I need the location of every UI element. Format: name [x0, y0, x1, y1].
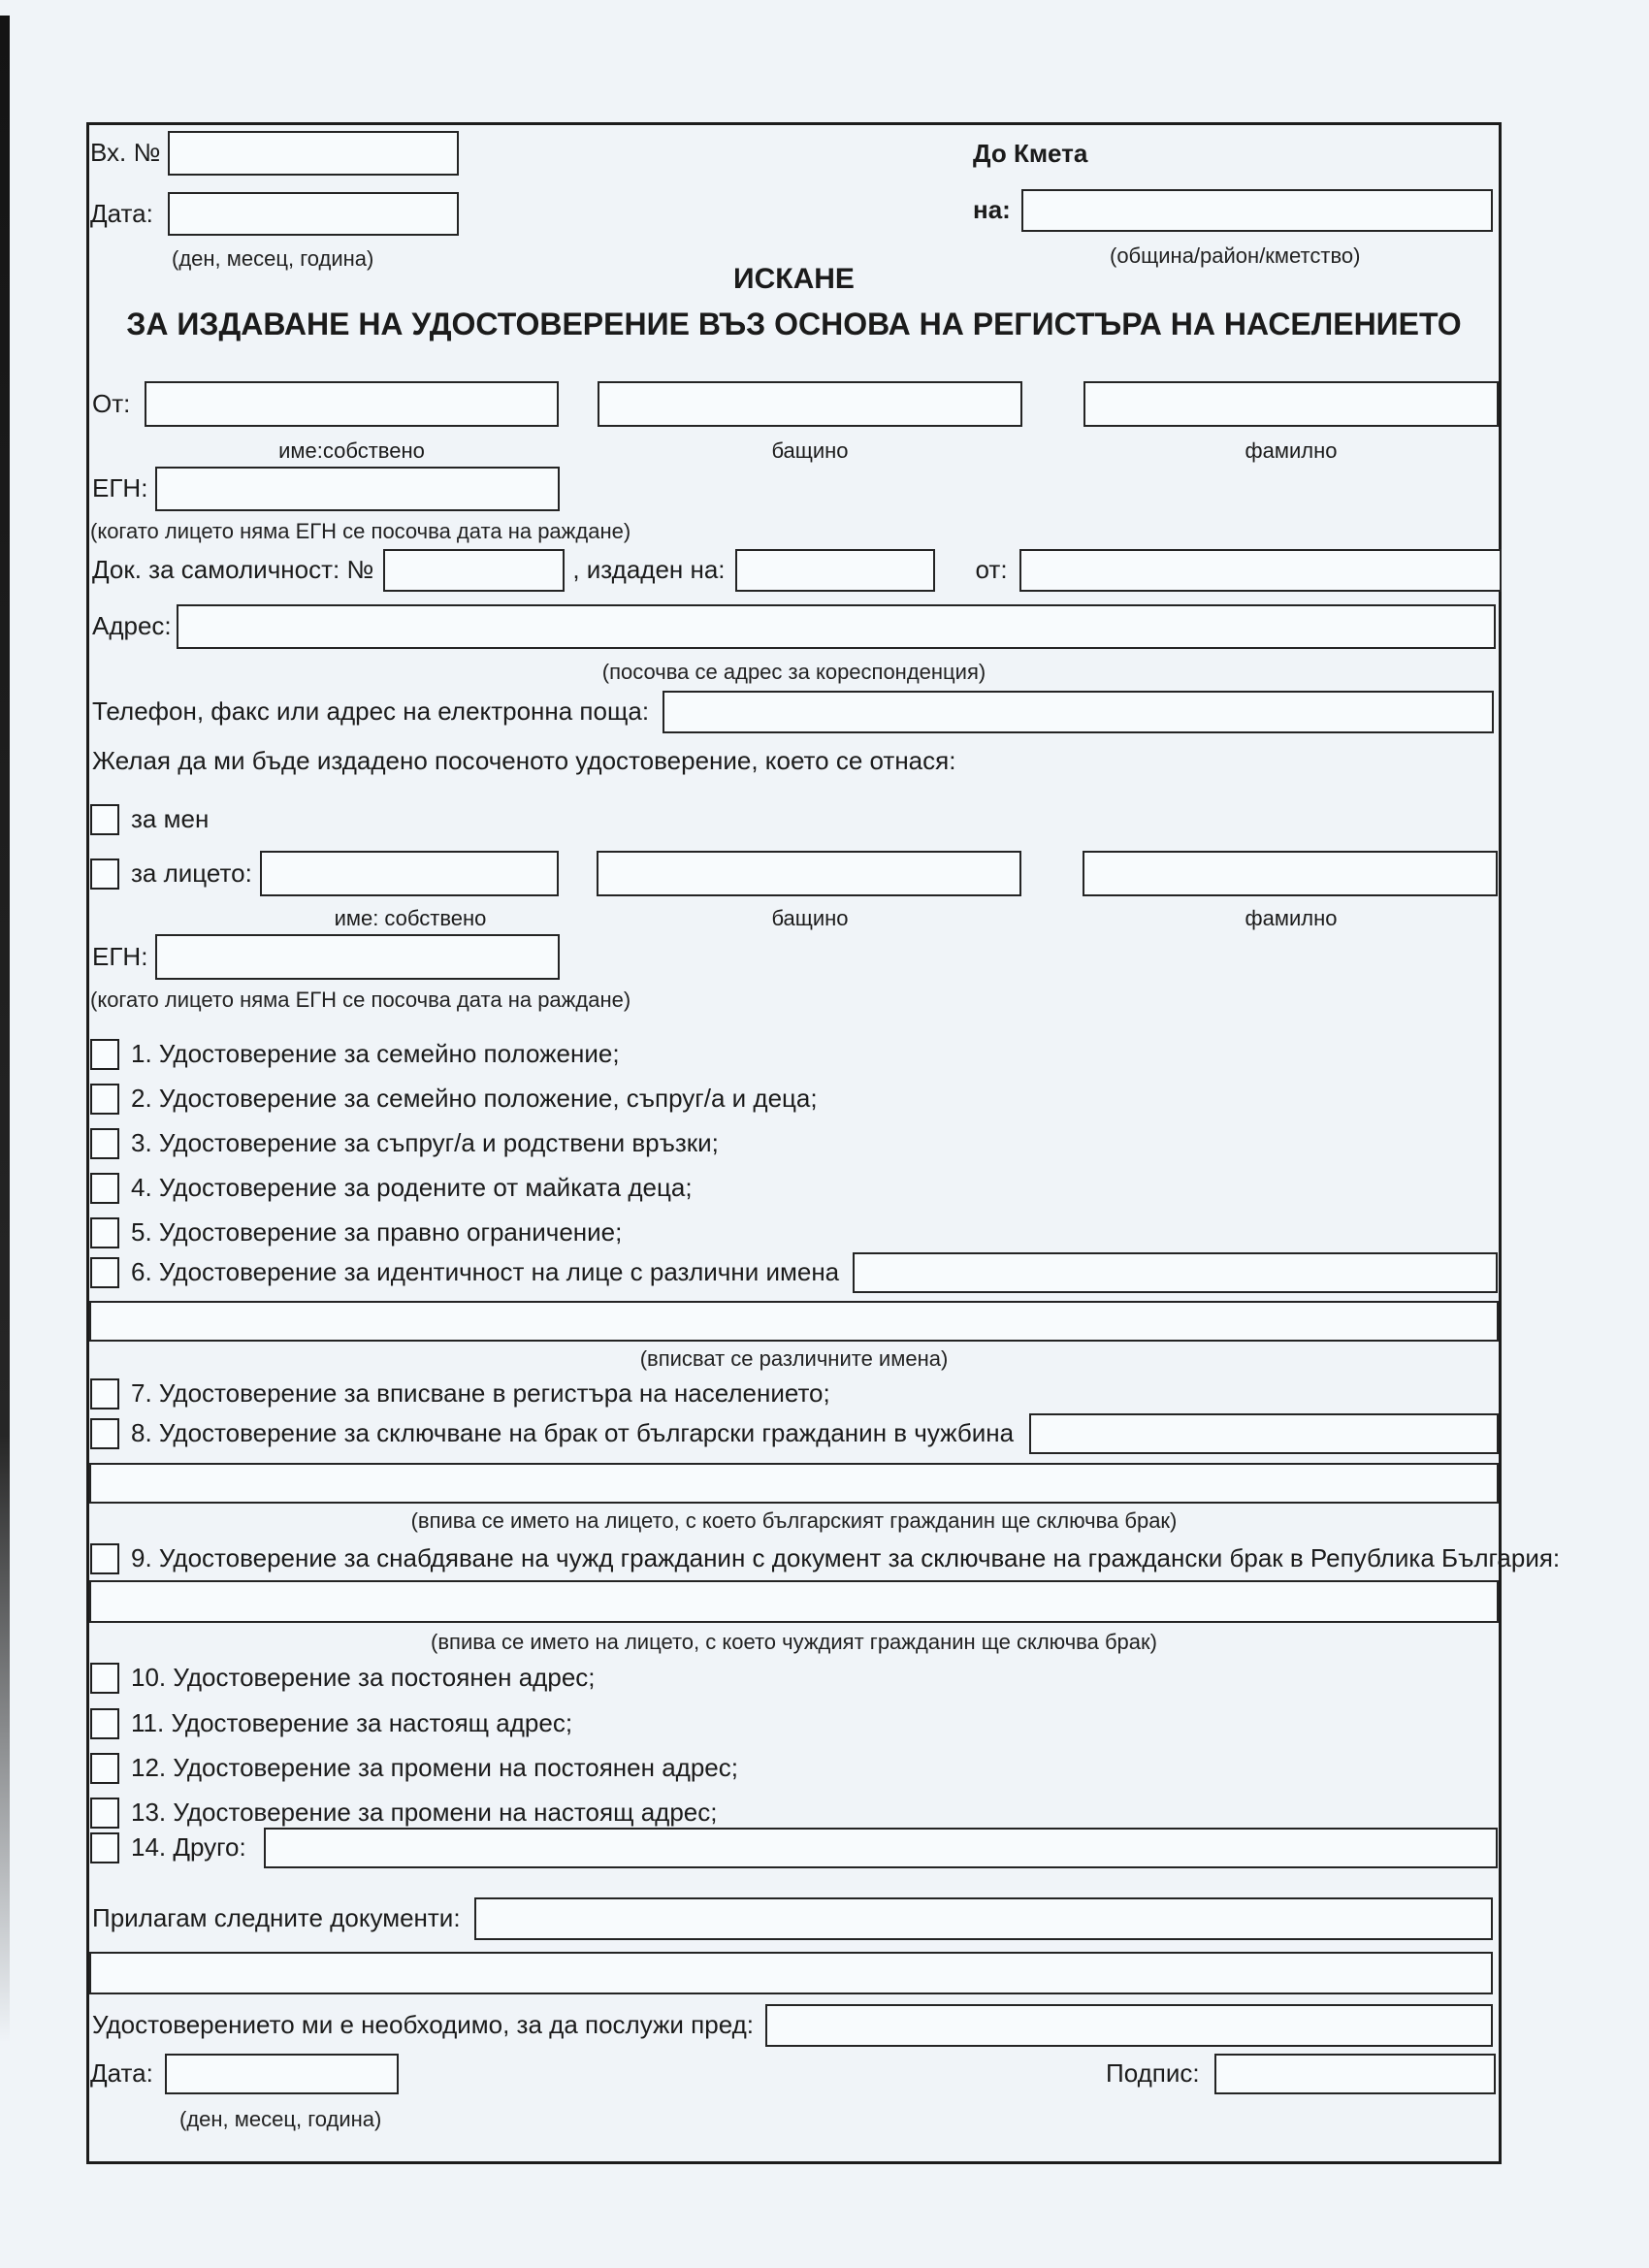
checkbox-cert-8[interactable] [90, 1418, 119, 1449]
entry-number-input[interactable] [168, 131, 459, 176]
address-row [92, 604, 1496, 649]
id-doc-issued-on-label: , издаден на: [572, 554, 726, 584]
entry-date-input[interactable] [168, 192, 459, 236]
attachments-extra-row [89, 1952, 1493, 1994]
id-doc-issue-date-input[interactable] [735, 549, 935, 592]
person-first-name-input[interactable] [260, 851, 559, 896]
addressee-label: До Кмета [973, 139, 1088, 169]
request-intro-row [92, 747, 955, 776]
attachments-row [92, 1897, 1493, 1940]
for-me-row [90, 803, 209, 836]
id-doc-issuer-input[interactable] [1019, 549, 1502, 592]
addressee-of-label: на: [973, 195, 1011, 225]
cert-label-8: 8. Удостоверение за сключване на брак от български гражданин в чужбина [131, 1418, 1015, 1448]
checkbox-cert-5[interactable] [90, 1217, 119, 1248]
cert-label-4: 4. Удостоверение за родените от майката деца; [131, 1173, 693, 1203]
address-label: Адрес: [92, 611, 172, 641]
municipality-row [973, 189, 1493, 232]
form-subtitle: ЗА ИЗДАВАНЕ НА УДОСТОВЕРЕНИЕ ВЪЗ ОСНОВА НА РЕГИСТЪРА НА НАСЕЛЕНИЕТО [126, 307, 1462, 341]
checkbox-cert-14[interactable] [90, 1832, 119, 1863]
cert-label-3: 3. Удостоверение за съпруг/а и родствени връзки; [131, 1128, 719, 1158]
different-names-input[interactable] [89, 1301, 1499, 1342]
cert-label-7: 7. Удостоверение за вписване в регистъра на населението; [131, 1378, 830, 1409]
cert-8-spouse-input[interactable] [1029, 1413, 1499, 1454]
certificate-row-5 [90, 1216, 622, 1249]
foreign-marriage-row [89, 1580, 1499, 1623]
entry-date-row [90, 192, 459, 236]
certificate-row-6 [90, 1252, 1498, 1293]
request-intro: Желая да ми бъде издадено посоченото удостоверение, което се отнася: [92, 746, 956, 776]
contact-row [92, 690, 1494, 733]
certificate-row-11 [90, 1707, 572, 1740]
cert-label-14: 14. Друго: [131, 1832, 246, 1863]
purpose-input[interactable] [765, 2004, 1493, 2047]
signature-date-input[interactable] [165, 2054, 399, 2094]
applicant-egn-row [92, 467, 560, 511]
entry-date-hint: (ден, месец, година) [172, 246, 374, 271]
cert-6-names-input[interactable] [853, 1252, 1498, 1293]
certificate-row-7 [90, 1377, 830, 1410]
purpose-row [92, 2004, 1493, 2047]
entry-number-label: Вх. № [90, 138, 161, 168]
applicant-middle-name-caption: бащино [771, 438, 849, 463]
id-doc-label: Док. за самоличност: № [92, 554, 374, 584]
person-first-name-caption: име: собствено [334, 906, 487, 930]
checkbox-cert-13[interactable] [90, 1798, 119, 1829]
from-label: От: [92, 388, 131, 418]
bulgarian-marriage-row [89, 1463, 1499, 1504]
cert-label-13: 13. Удостоверение за промени на настоящ адрес; [131, 1798, 718, 1828]
bulgarian-marriage-hint: (впива се името на лицето, с което българският гражданин ще сключва брак) [410, 1508, 1178, 1533]
bulgarian-marriage-name-input[interactable] [89, 1463, 1499, 1504]
checkbox-cert-7[interactable] [90, 1378, 119, 1409]
entry-number-row [90, 131, 459, 176]
cert-label-9: 9. Удостоверение за снабдяване на чужд гражданин с документ за сключване на граждански брак в Република България: [131, 1543, 1561, 1573]
municipality-hint: (община/район/кметство) [1110, 243, 1361, 268]
cert-label-6: 6. Удостоверение за идентичност на лице с различни имена [131, 1257, 840, 1287]
scan-edge-artifact [0, 16, 10, 2043]
for-person-label: за лицето: [131, 858, 252, 888]
foreign-marriage-name-input[interactable] [89, 1580, 1499, 1623]
applicant-egn-hint: (когато лицето няма ЕГН се посочва дата на раждане) [90, 519, 631, 543]
certificate-row-13 [90, 1797, 717, 1830]
cert-label-1: 1. Удостоверение за семейно положение; [131, 1039, 620, 1069]
cert-label-5: 5. Удостоверение за правно ограничение; [131, 1217, 623, 1247]
certificate-row-12 [90, 1752, 738, 1785]
checkbox-for-me[interactable] [90, 804, 119, 835]
addressee-row [973, 140, 1087, 169]
municipality-input[interactable] [1021, 189, 1493, 232]
person-middle-name-caption: бащино [771, 906, 849, 930]
checkbox-cert-12[interactable] [90, 1753, 119, 1784]
form-title: ИСКАНЕ [733, 263, 855, 295]
applicant-egn-label: ЕГН: [92, 473, 148, 503]
certificate-row-2 [90, 1083, 818, 1116]
address-hint: (посочва се адрес за кореспонденция) [601, 660, 986, 684]
checkbox-cert-11[interactable] [90, 1708, 119, 1739]
applicant-name-row [92, 381, 1499, 427]
person-middle-name-input[interactable] [597, 851, 1021, 896]
id-doc-number-input[interactable] [383, 549, 565, 592]
applicant-last-name-caption: фамилно [1245, 438, 1338, 463]
signature-row [1106, 2053, 1496, 2095]
attachments-input[interactable] [474, 1897, 1493, 1940]
applicant-last-name-input[interactable] [1083, 381, 1499, 427]
checkbox-cert-3[interactable] [90, 1128, 119, 1159]
checkbox-cert-2[interactable] [90, 1084, 119, 1115]
person-last-name-input[interactable] [1083, 851, 1498, 896]
cert-label-10: 10. Удостоверение за постоянен адрес; [131, 1663, 596, 1693]
for-me-label: за мен [131, 804, 210, 834]
attachments-extra-input[interactable] [89, 1952, 1493, 1994]
applicant-first-name-caption: име:собствено [278, 438, 425, 463]
person-egn-label: ЕГН: [92, 941, 148, 971]
person-egn-row [92, 934, 560, 980]
attachments-label: Прилагам следните документи: [92, 1903, 461, 1933]
certificate-row-8 [90, 1413, 1499, 1454]
id-doc-issued-by-label: от: [975, 554, 1008, 584]
certificate-row-4 [90, 1172, 693, 1205]
cert-label-11: 11. Удостоверение за настоящ адрес; [131, 1708, 573, 1738]
different-names-hint: (вписват се различните имена) [639, 1346, 949, 1371]
contact-input[interactable] [663, 691, 1494, 733]
person-last-name-caption: фамилно [1245, 906, 1338, 930]
id-document-row [92, 548, 1502, 592]
certificate-row-1 [90, 1038, 620, 1071]
applicant-middle-name-input[interactable] [598, 381, 1022, 427]
certificate-row-10 [90, 1662, 596, 1695]
cert-label-2: 2. Удостоверение за семейно положение, съпруг/а и деца; [131, 1084, 818, 1114]
person-egn-input[interactable] [155, 934, 560, 980]
address-input[interactable] [177, 604, 1496, 649]
checkbox-cert-1[interactable] [90, 1039, 119, 1070]
applicant-egn-input[interactable] [155, 467, 560, 511]
signature-label: Подпис: [1106, 2058, 1200, 2089]
different-names-row [89, 1301, 1499, 1342]
for-person-row [90, 851, 1498, 896]
person-egn-hint: (когато лицето няма ЕГН се посочва дата на раждане) [90, 988, 631, 1012]
cert-14-other-input[interactable] [264, 1828, 1498, 1868]
entry-date-label: Дата: [90, 198, 153, 228]
certificate-row-3 [90, 1127, 719, 1160]
certificate-row-9 [90, 1542, 1560, 1575]
contact-label: Телефон, факс или адрес на електронна поща: [92, 696, 650, 726]
purpose-label: Удостоверението ми е необходимо, за да послужи пред: [92, 2010, 754, 2040]
foreign-marriage-hint: (впива се името на лицето, с което чуждият гражданин ще сключва брак) [431, 1630, 1157, 1654]
checkbox-cert-9[interactable] [90, 1543, 119, 1574]
checkbox-for-person[interactable] [90, 859, 119, 890]
checkbox-cert-6[interactable] [90, 1257, 119, 1288]
checkbox-cert-4[interactable] [90, 1173, 119, 1204]
applicant-first-name-input[interactable] [145, 381, 559, 427]
signature-date-hint: (ден, месец, година) [179, 2107, 382, 2131]
checkbox-cert-10[interactable] [90, 1663, 119, 1694]
certificate-row-14 [90, 1828, 1498, 1868]
signature-date-row [90, 2053, 399, 2095]
signature-input[interactable] [1214, 2054, 1496, 2094]
cert-label-12: 12. Удостоверение за промени на постоянен адрес; [131, 1753, 738, 1783]
signature-date-label: Дата: [90, 2058, 153, 2089]
